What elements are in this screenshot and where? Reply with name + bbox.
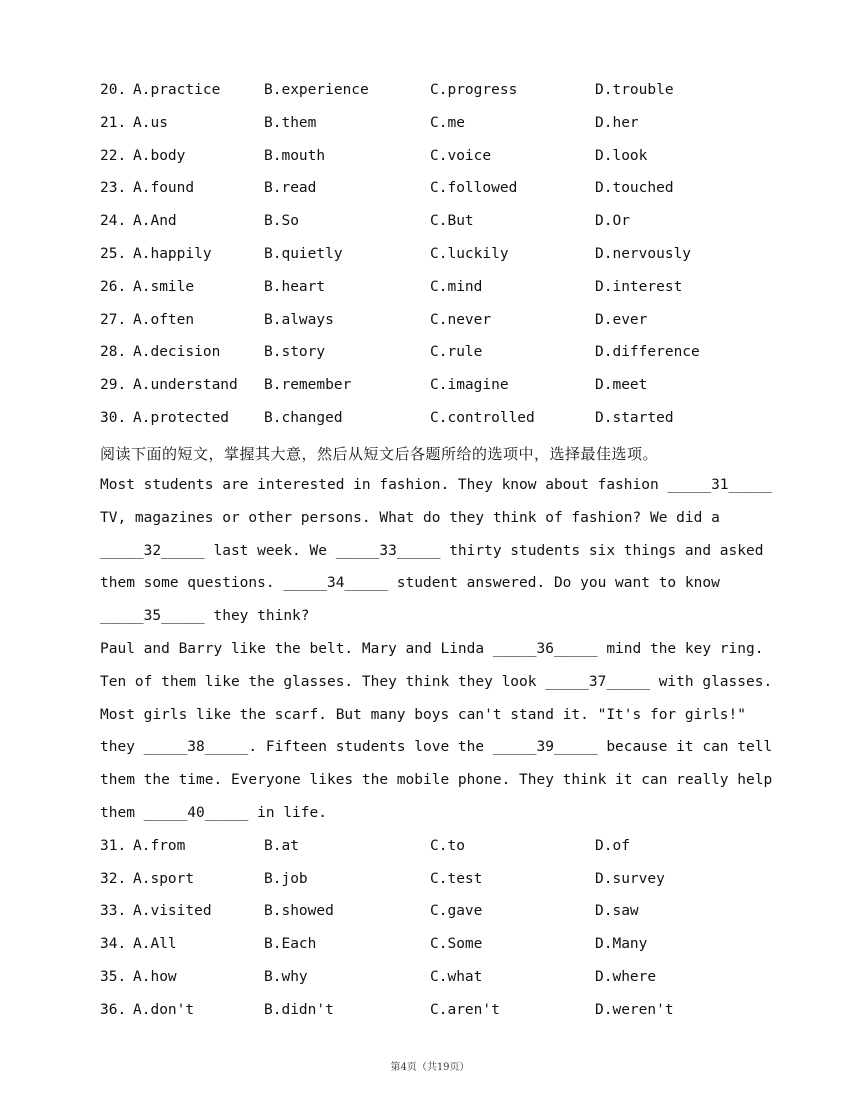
- option-c: C.gave: [430, 903, 483, 919]
- option-b: B.always: [264, 312, 334, 328]
- option-d: D.interest: [595, 279, 683, 295]
- question-row: [0, 410, 860, 443]
- passage-line: them some questions. _____34_____ student answered. Do you want to know: [100, 575, 720, 591]
- option-b: B.job: [264, 871, 308, 887]
- option-d: D.touched: [595, 180, 674, 196]
- option-c: C.me: [430, 115, 465, 131]
- option-d: D.of: [595, 838, 630, 854]
- question-row: [0, 377, 860, 410]
- option-d: D.meet: [595, 377, 648, 393]
- question-row: [0, 82, 860, 115]
- option-d: D.her: [595, 115, 639, 131]
- question-row: [0, 246, 860, 279]
- passage-line: Ten of them like the glasses. They think they look _____37_____ with glasses.: [100, 674, 773, 690]
- question-number: 31.: [100, 838, 127, 854]
- option-b: B.read: [264, 180, 317, 196]
- question-number: 36.: [100, 1002, 127, 1018]
- passage-line: Paul and Barry like the belt. Mary and Linda _____36_____ mind the key ring.: [100, 641, 764, 657]
- question-number: 23.: [100, 180, 127, 196]
- page-footer: 第4页（共19页）: [390, 1062, 470, 1073]
- reading-instruction: 阅读下面的短文，掌握其大意，然后从短文后各题所给的选项中，选择最佳选项。: [100, 445, 659, 463]
- question-number: 20.: [100, 82, 127, 98]
- option-d: D.nervously: [595, 246, 692, 262]
- option-c: C.mind: [430, 279, 483, 295]
- option-a: A.us: [133, 115, 168, 131]
- option-d: D.trouble: [595, 82, 674, 98]
- question-number: 24.: [100, 213, 127, 229]
- option-b: B.didn't: [264, 1002, 334, 1018]
- option-a: A.how: [133, 969, 177, 985]
- option-a: A.All: [133, 936, 177, 952]
- option-a: A.protected: [133, 410, 230, 426]
- option-b: B.quietly: [264, 246, 343, 262]
- option-a: A.visited: [133, 903, 212, 919]
- option-c: C.But: [430, 213, 474, 229]
- option-a: A.smile: [133, 279, 195, 295]
- question-number: 21.: [100, 115, 127, 131]
- passage-line: TV, magazines or other persons. What do they think of fashion? We did a: [100, 510, 720, 526]
- question-number: 33.: [100, 903, 127, 919]
- option-b: B.mouth: [264, 148, 326, 164]
- option-b: B.at: [264, 838, 299, 854]
- option-c: C.to: [430, 838, 465, 854]
- question-row: [0, 148, 860, 181]
- question-number: 25.: [100, 246, 127, 262]
- question-row: [0, 871, 860, 904]
- passage-line: _____35_____ they think?: [100, 608, 310, 624]
- option-b: B.showed: [264, 903, 334, 919]
- passage-line: _____32_____ last week. We _____33_____ thirty students six things and asked: [100, 543, 764, 559]
- option-c: C.Some: [430, 936, 483, 952]
- option-c: C.controlled: [430, 410, 535, 426]
- option-c: C.aren't: [430, 1002, 500, 1018]
- option-d: D.difference: [595, 344, 700, 360]
- passage-line: Most students are interested in fashion. They know about fashion _____31_____: [100, 477, 773, 493]
- option-a: A.practice: [133, 82, 221, 98]
- question-row: [0, 213, 860, 246]
- option-d: D.weren't: [595, 1002, 674, 1018]
- passage-line: they _____38_____. Fifteen students love the _____39_____ because it can tell: [100, 739, 773, 755]
- option-d: D.started: [595, 410, 674, 426]
- option-d: D.survey: [595, 871, 665, 887]
- option-a: A.decision: [133, 344, 221, 360]
- option-b: B.heart: [264, 279, 326, 295]
- option-a: A.And: [133, 213, 177, 229]
- question-row: [0, 279, 860, 312]
- option-d: D.Many: [595, 936, 648, 952]
- question-row: [0, 180, 860, 213]
- option-d: D.saw: [595, 903, 639, 919]
- option-d: D.look: [595, 148, 648, 164]
- option-a: A.don't: [133, 1002, 195, 1018]
- option-d: D.where: [595, 969, 657, 985]
- question-row: [0, 838, 860, 871]
- question-row: [0, 1002, 860, 1035]
- question-number: 30.: [100, 410, 127, 426]
- option-a: A.found: [133, 180, 195, 196]
- question-row: [0, 344, 860, 377]
- option-c: C.test: [430, 871, 483, 887]
- option-d: D.Or: [595, 213, 630, 229]
- option-b: B.changed: [264, 410, 343, 426]
- option-b: B.remember: [264, 377, 352, 393]
- option-a: A.from: [133, 838, 186, 854]
- question-row: [0, 969, 860, 1002]
- option-a: A.happily: [133, 246, 212, 262]
- question-number: 28.: [100, 344, 127, 360]
- question-number: 35.: [100, 969, 127, 985]
- passage-line: them the time. Everyone likes the mobile phone. They think it can really help: [100, 772, 773, 788]
- option-a: A.sport: [133, 871, 195, 887]
- passage-line: Most girls like the scarf. But many boys can't stand it. "It's for girls!": [100, 707, 747, 723]
- option-a: A.often: [133, 312, 195, 328]
- question-number: 22.: [100, 148, 127, 164]
- option-a: A.understand: [133, 377, 238, 393]
- passage-line: them _____40_____ in life.: [100, 805, 327, 821]
- question-number: 26.: [100, 279, 127, 295]
- question-number: 34.: [100, 936, 127, 952]
- option-c: C.never: [430, 312, 492, 328]
- option-a: A.body: [133, 148, 186, 164]
- option-c: C.luckily: [430, 246, 509, 262]
- option-d: D.ever: [595, 312, 648, 328]
- question-row: [0, 312, 860, 345]
- option-c: C.imagine: [430, 377, 509, 393]
- option-b: B.Each: [264, 936, 317, 952]
- question-number: 32.: [100, 871, 127, 887]
- question-number: 29.: [100, 377, 127, 393]
- option-c: C.voice: [430, 148, 492, 164]
- question-row: [0, 115, 860, 148]
- option-c: C.progress: [430, 82, 518, 98]
- option-b: B.them: [264, 115, 317, 131]
- question-row: [0, 903, 860, 936]
- question-row: [0, 936, 860, 969]
- option-b: B.experience: [264, 82, 369, 98]
- option-b: B.story: [264, 344, 326, 360]
- option-c: C.followed: [430, 180, 518, 196]
- option-c: C.what: [430, 969, 483, 985]
- option-c: C.rule: [430, 344, 483, 360]
- option-b: B.So: [264, 213, 299, 229]
- option-b: B.why: [264, 969, 308, 985]
- question-number: 27.: [100, 312, 127, 328]
